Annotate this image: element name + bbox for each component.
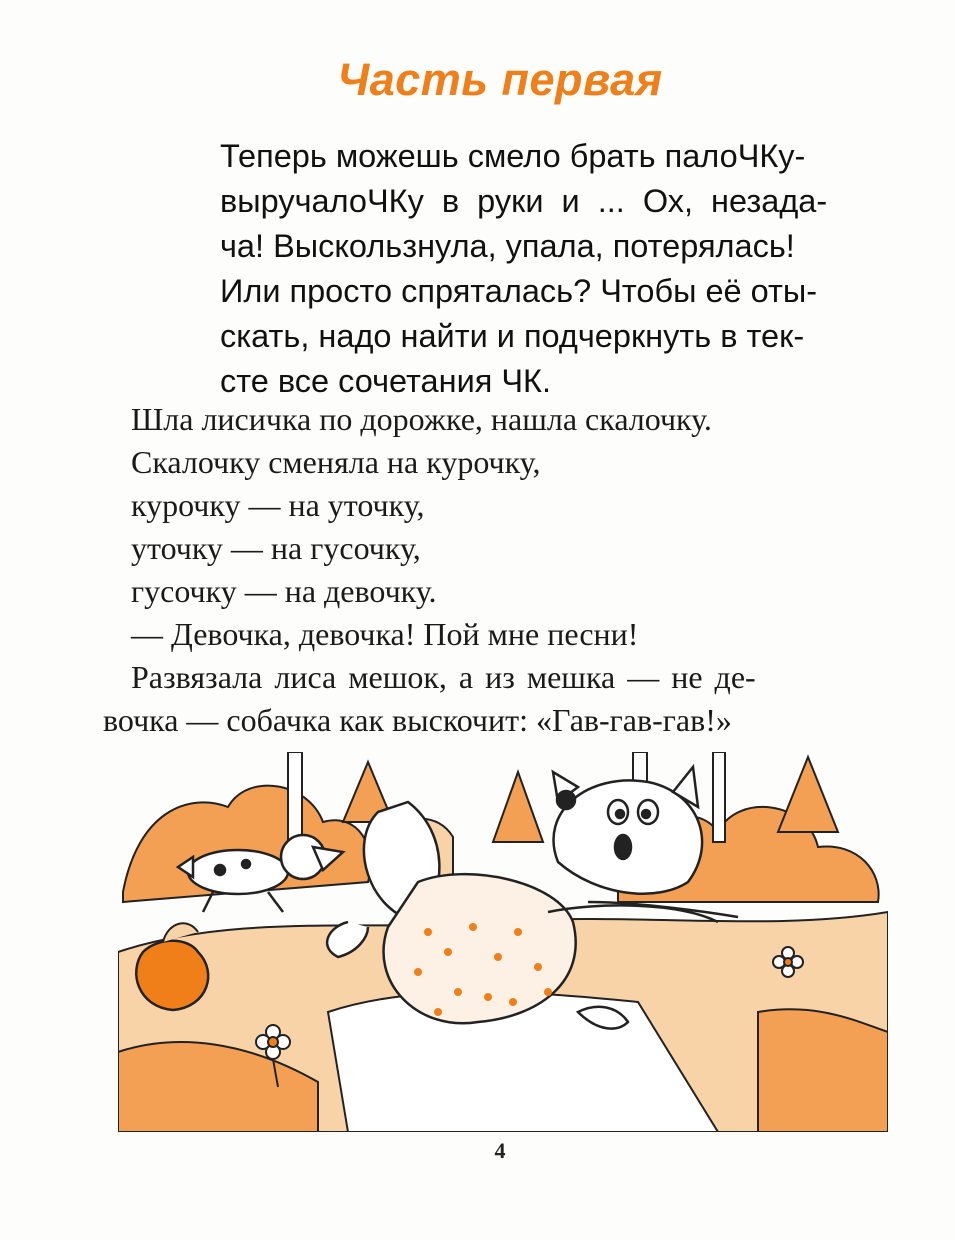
task-line: Или просто спряталась? Чтобы её оты- <box>220 273 818 309</box>
task-instructions <box>220 134 903 404</box>
tale-line: Скалочку сменяла на курочку, <box>131 444 541 480</box>
tale-line: — Девочка, девочка! Пой мне песни! <box>131 616 639 652</box>
task-line: сте все сочетания ЧК. <box>220 363 551 399</box>
tale-line: Шла лисичка по дорожке, нашла скалочку. <box>131 401 712 437</box>
fox-and-dog-illustration <box>118 752 888 1132</box>
task-line: ча! Выскользнула, упала, потерялась! <box>220 228 795 264</box>
task-line: выручалоЧКу в руки и ... Ох, незада- <box>220 183 828 219</box>
tale-line: гусочку — на девочку. <box>131 573 437 609</box>
page-number: 4 <box>494 1138 506 1163</box>
chapter-title: Часть первая <box>337 54 663 105</box>
task-line: скать, надо найти и подчеркнуть в тек- <box>220 318 805 354</box>
task-line: Теперь можешь смело брать палоЧКу- <box>220 138 806 174</box>
tale-line: курочку — на уточку, <box>131 487 425 523</box>
tale-line: Развязала лиса мешок, а из мешка — не де- <box>131 659 756 695</box>
tale-line: вочка — собачка как выскочит: «Гав-гав-гав!» <box>103 702 732 738</box>
tale-line: уточку — на гусочку, <box>131 530 421 566</box>
fairy-tale-text <box>103 398 903 742</box>
